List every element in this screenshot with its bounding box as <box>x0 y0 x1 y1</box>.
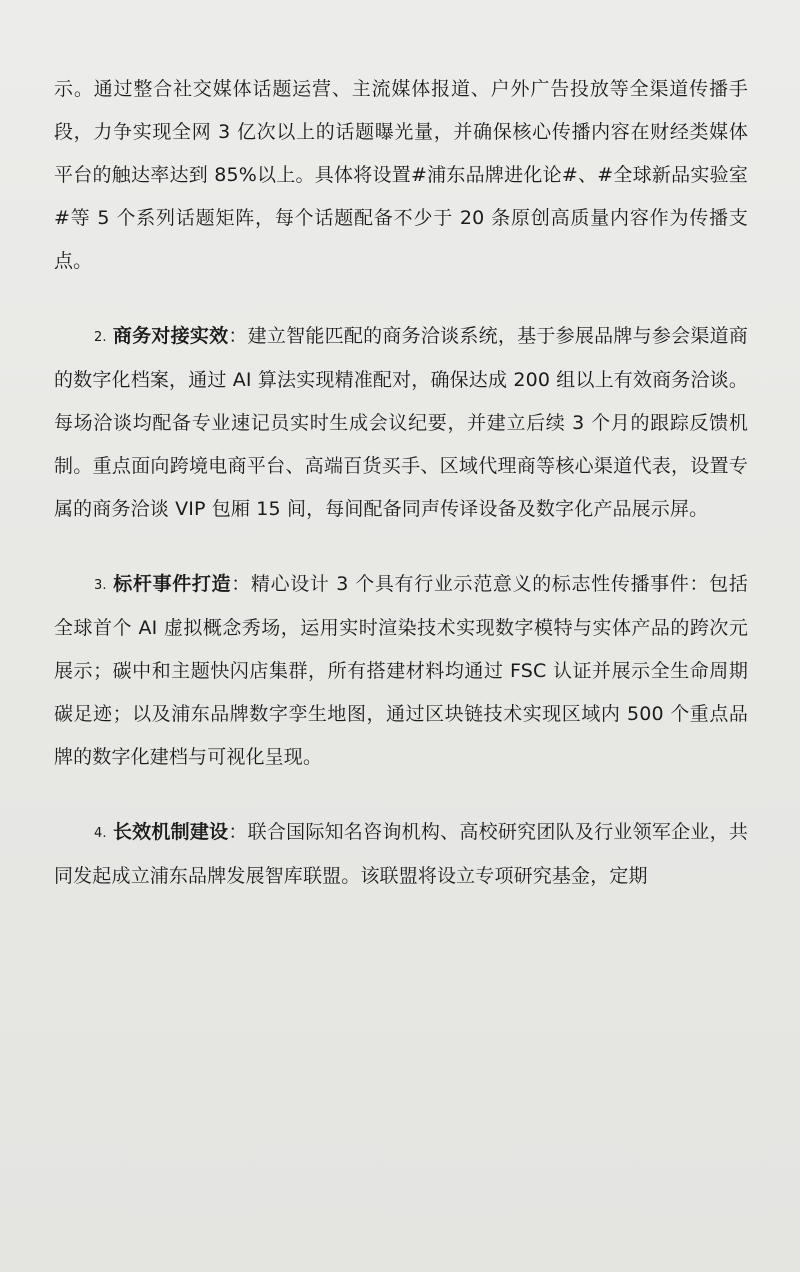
paragraph-text: ：联合国际知名咨询机构、高校研究团队及行业领军企业，共同发起成立浦东品牌发展智库联盟。该联盟将设立专项研究基金，定期 <box>54 821 748 887</box>
document-body <box>54 68 748 898</box>
paragraph-text: ：建立智能匹配的商务洽谈系统，基于参展品牌与参会渠道商的数字化档案，通过 AI 算法实现精准配对，确保达成 200 组以上有效商务洽谈。每场洽谈均配备专业速记员实时生成会议纪要，并建立后续 3 个月的跟踪反馈机制。重点面向跨境电商平台、高端百货买手、区域代理商等核心渠道代表，设置专属的商务洽谈 VIP 包厢 15 间，每间配备同声传译设备及数字化产品展示屏。 <box>54 325 748 520</box>
paragraph-benchmark-events <box>54 563 748 779</box>
list-number: 4. <box>94 826 107 841</box>
section-title: 商务对接实效 <box>112 325 229 347</box>
list-number: 3. <box>94 578 107 593</box>
section-title: 标杆事件打造 <box>112 573 232 595</box>
paragraph-long-term-mechanism <box>54 811 748 898</box>
paragraph-text: ：精心设计 3 个具有行业示范意义的标志性传播事件：包括全球首个 AI 虚拟概念秀场，运用实时渲染技术实现数字模特与实体产品的跨次元展示；碳中和主题快闪店集群，所有搭建材料均通过 FSC 认证并展示全生命周期碳足迹；以及浦东品牌数字孪生地图，通过区块链技术实现区域内 500 个重点品牌的数字化建档与可视化呈现。 <box>54 573 748 768</box>
section-title: 长效机制建设 <box>112 821 229 843</box>
paragraph-continuation <box>54 68 748 283</box>
list-number: 2. <box>94 330 107 345</box>
paragraph-business-matching <box>54 315 748 531</box>
paragraph-text: 示。通过整合社交媒体话题运营、主流媒体报道、户外广告投放等全渠道传播手段，力争实现全网 3 亿次以上的话题曝光量，并确保核心传播内容在财经类媒体平台的触达率达到 85%以上。具体将设置#浦东品牌进化论#、#全球新品实验室#等 5 个系列话题矩阵，每个话题配备不少于 20 条原创高质量内容作为传播支点。 <box>54 78 748 272</box>
